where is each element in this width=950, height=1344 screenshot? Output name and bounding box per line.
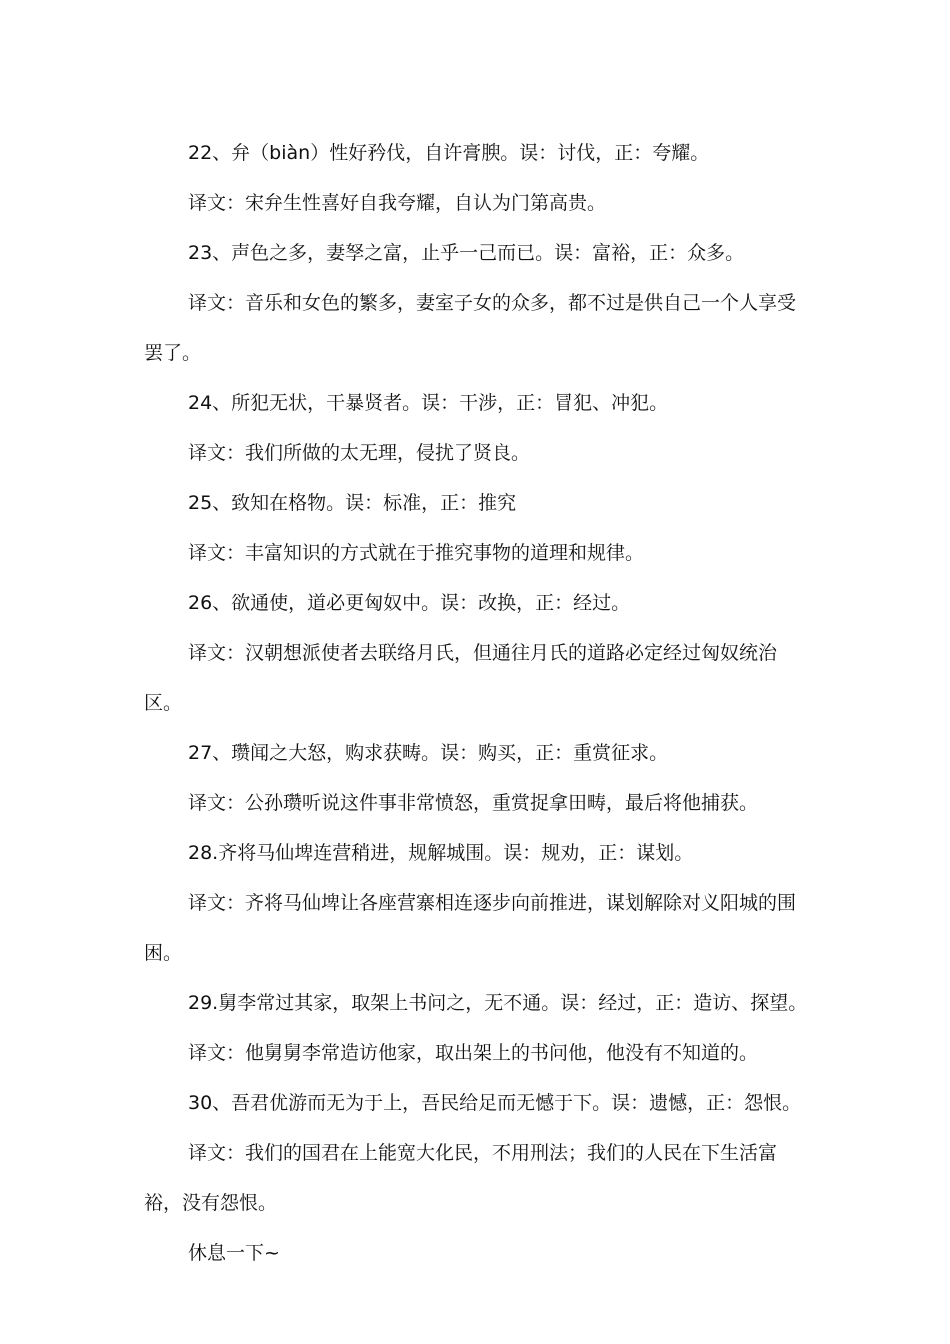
paragraph-22: 22、弁（biàn）性好矜伐，自许膏腴。误：讨伐，正：夸耀。 <box>188 142 710 164</box>
translation-26: 译文：汉朝想派使者去联络月氏，但通往月氏的道路必定经过匈奴统治区。 <box>144 642 778 714</box>
paragraph-27: 27、瓒闻之大怒，购求获畴。误：购买，正：重赏征求。 <box>188 742 669 764</box>
translation-23: 译文：音乐和女色的繁多，妻室子女的众多，都不过是供自己一个人享受罢了。 <box>144 292 797 364</box>
paragraph-26: 26、欲通使，道必更匈奴中。误：改换，正：经过。 <box>188 592 631 614</box>
translation-27: 译文：公孙瓒听说这件事非常愤怒，重赏捉拿田畴，最后将他捕获。 <box>188 792 759 814</box>
document-body <box>144 128 814 1278</box>
closing-note: 休息一下~ <box>188 1242 280 1264</box>
translation-29: 译文：他舅舅李常造访他家，取出架上的书问他，他没有不知道的。 <box>188 1042 759 1064</box>
paragraph-25: 25、致知在格物。误：标准，正：推究 <box>188 492 517 514</box>
paragraph-28: 28.齐将马仙埤连营稍进，规解城围。误：规劝，正：谋划。 <box>188 842 694 864</box>
translation-22: 译文：宋弁生性喜好自我夸耀，自认为门第高贵。 <box>188 192 607 214</box>
paragraph-29: 29.舅李常过其家，取架上书问之，无不通。误：经过，正：造访、探望。 <box>188 992 808 1014</box>
translation-28: 译文：齐将马仙埤让各座营寨相连逐步向前推进，谋划解除对义阳城的围困。 <box>144 892 797 964</box>
paragraph-23: 23、声色之多，妻孥之富，止乎一己而已。误：富裕，正：众多。 <box>188 242 745 264</box>
paragraph-30: 30、吾君优游而无为于上，吾民给足而无憾于下。误：遗憾，正：怨恨。 <box>188 1092 802 1114</box>
paragraph-24: 24、所犯无状，干暴贤者。误：干涉，正：冒犯、冲犯。 <box>188 392 669 414</box>
translation-30: 译文：我们的国君在上能宽大化民，不用刑法；我们的人民在下生活富裕，没有怨恨。 <box>144 1142 778 1214</box>
translation-24: 译文：我们所做的太无理，侵扰了贤良。 <box>188 442 531 464</box>
translation-25: 译文：丰富知识的方式就在于推究事物的道理和规律。 <box>188 542 645 564</box>
